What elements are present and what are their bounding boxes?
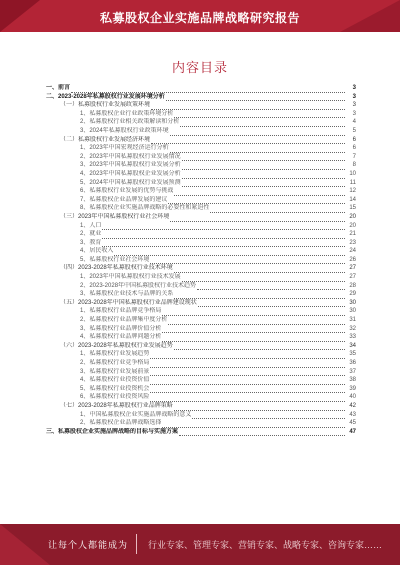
toc-leader-dots: [150, 353, 345, 359]
toc-leader-dots: [151, 138, 345, 144]
toc-leader-dots: [162, 336, 345, 342]
toc-leader-dots: [174, 112, 345, 118]
toc-leader-dots: [174, 190, 345, 196]
toc-entry-page: 24: [349, 248, 356, 255]
toc-leader-dots: [170, 216, 345, 222]
toc-leader-dots: [182, 155, 345, 161]
toc-entry-label: 1、2023年中国私募股权行业技术发展: [80, 274, 181, 281]
toc-entry[interactable]: [46, 359, 356, 368]
footer-divider: [136, 534, 137, 554]
toc-entry-label: 5、私募股权行业社会环境: [80, 256, 150, 263]
toc-entry-page: 40: [349, 394, 356, 401]
toc-entry-page: 30: [349, 299, 356, 306]
toc-leader-dots: [174, 344, 345, 350]
toc-entry-page: 43: [349, 411, 356, 418]
toc-leader-dots: [151, 104, 345, 110]
toc-entry-label: （一）私募股权行业发展政策环境: [60, 102, 151, 109]
toc-entry-page: 11: [349, 179, 356, 186]
toc-entry-page: 10: [349, 170, 356, 177]
toc-leader-dots: [170, 147, 345, 153]
toc-entry-page: 28: [349, 282, 356, 289]
toc-entry-label: 2、私募股权行业品牌集中度分析: [80, 317, 168, 324]
toc-entry-page: 4: [352, 119, 356, 126]
toc-entry[interactable]: [46, 325, 356, 334]
footer-decoration: [0, 524, 50, 565]
toc-leader-dots: [166, 95, 345, 101]
toc-entry-page: 27: [349, 265, 356, 272]
toc-entry-label: 1、中国私募股权企业实施品牌战略的意义: [80, 411, 192, 418]
toc-entry-page: 20: [349, 222, 356, 229]
toc-leader-dots: [192, 413, 345, 419]
toc-leader-dots: [198, 301, 345, 307]
toc-leader-dots: [182, 173, 345, 179]
toc-entry[interactable]: [46, 204, 356, 213]
toc-leader-dots: [102, 224, 345, 230]
toc-entry[interactable]: [46, 230, 356, 239]
toc-entry[interactable]: [46, 110, 356, 119]
toc-entry[interactable]: [46, 179, 356, 188]
toc-entry-label: （五）2023-2028年中国私募股权行业品牌建设现状: [60, 299, 197, 306]
toc-entry-page: 45: [349, 420, 356, 427]
toc-entry[interactable]: [46, 316, 356, 325]
toc-entry-label: 4、私募股权行业品牌问题分析: [80, 334, 162, 341]
toc-leader-dots: [174, 405, 345, 411]
table-of-contents: [46, 84, 356, 436]
toc-entry[interactable]: [46, 161, 356, 170]
toc-entry[interactable]: [46, 93, 356, 102]
toc-leader-dots: [150, 396, 345, 402]
toc-entry-page: 31: [349, 317, 356, 324]
footer-slogan: 让每个人都能成为: [48, 540, 129, 550]
toc-entry-label: 5、2024年中国私募股权行业发展预测: [80, 179, 181, 186]
toc-entry-label: 4、居民收入: [80, 248, 114, 255]
toc-entry-label: 2、就业: [80, 231, 102, 238]
toc-leader-dots: [180, 121, 345, 127]
toc-leader-dots: [162, 327, 345, 333]
toc-entry-label: 2、私募股权行业相关政策解读和分析: [80, 119, 180, 126]
toc-entry-label: （六）2023-2028年私募股权行业发展趋势: [60, 342, 173, 349]
toc-entry[interactable]: [46, 419, 356, 428]
toc-entry-page: 5: [352, 127, 356, 134]
toc-entry-label: 1、私募股权企业行业政策环境分析: [80, 110, 174, 117]
toc-leader-dots: [150, 370, 345, 376]
toc-entry[interactable]: [46, 136, 356, 145]
toc-leader-dots: [197, 284, 345, 290]
toc-leader-dots: [102, 241, 345, 247]
toc-entry-page: 35: [349, 351, 356, 358]
toc-entry-page: 39: [349, 385, 356, 392]
toc-entry[interactable]: [46, 213, 356, 222]
toc-entry[interactable]: [46, 187, 356, 196]
toc-entry[interactable]: [46, 264, 356, 273]
toc-leader-dots: [102, 233, 345, 239]
toc-entry[interactable]: [46, 368, 356, 377]
toc-entry-label: 1、私募股权行业品牌竞争格局: [80, 308, 162, 315]
toc-leader-dots: [150, 379, 345, 385]
toc-entry-label: 1、人口: [80, 222, 102, 229]
toc-entry-label: 1、2023年中国宏观经济运行分析: [80, 145, 169, 152]
toc-entry[interactable]: [46, 101, 356, 110]
toc-entry-label: 2、私募股权企业品牌战略选择: [80, 420, 162, 427]
toc-entry[interactable]: [46, 290, 356, 299]
toc-entry[interactable]: [46, 428, 356, 437]
toc-entry-label: 2、2023-2028年中国私募股权行业技术趋势: [80, 282, 197, 289]
toc-entry-page: 27: [349, 274, 356, 281]
toc-entry[interactable]: [46, 127, 356, 136]
toc-entry-label: 1、私募股权行业发展趋势: [80, 351, 150, 358]
toc-entry[interactable]: [46, 393, 356, 402]
toc-entry[interactable]: [46, 256, 356, 265]
toc-entry[interactable]: [46, 307, 356, 316]
toc-entry-page: 37: [349, 368, 356, 375]
toc-entry-label: 6、私募股权行业发展的优势与挑战: [80, 188, 174, 195]
toc-entry[interactable]: [46, 273, 356, 282]
toc-entry-page: 3: [352, 110, 356, 117]
toc-entry[interactable]: [46, 144, 356, 153]
toc-entry-page: 12: [349, 188, 356, 195]
toc-entry[interactable]: [46, 350, 356, 359]
toc-entry-label: （三）2023年中国私募股权行业社会环境: [60, 213, 170, 220]
toc-entry-page: 33: [349, 334, 356, 341]
toc-entry[interactable]: [46, 170, 356, 179]
toc-entry-label: 8、私募股权企业实施品牌战略的必要性和紧迫性: [80, 205, 210, 212]
toc-entry-label: （四）2023-2028年私募股权行业技术环境: [60, 265, 173, 272]
toc-heading: 内容目录: [171, 60, 228, 75]
toc-entry-page: 38: [349, 377, 356, 384]
toc-entry-label: 4、2023年中国私募股权企业发展分析: [80, 170, 181, 177]
toc-entry-page: 36: [349, 360, 356, 366]
toc-leader-dots: [179, 430, 345, 436]
toc-entry-page: 3: [352, 93, 356, 100]
footer-tagline: 行业专家、管理专家、营销专家、战略专家、咨询专家……: [148, 540, 383, 550]
toc-entry[interactable]: [46, 299, 356, 308]
toc-entry-label: 3、私募股权行业品牌价值分析: [80, 325, 162, 332]
toc-leader-dots: [182, 181, 345, 187]
toc-entry-page: 21: [349, 231, 356, 238]
toc-leader-dots: [174, 267, 345, 273]
toc-entry[interactable]: [46, 247, 356, 256]
toc-entry-page: 6: [352, 136, 356, 143]
toc-leader-dots: [162, 310, 345, 316]
toc-leader-dots: [150, 362, 345, 368]
toc-entry[interactable]: [46, 342, 356, 351]
toc-entry[interactable]: [46, 411, 356, 420]
header-bar: [0, 0, 400, 32]
toc-entry-page: 34: [349, 342, 356, 349]
toc-entry-page: 32: [349, 325, 356, 332]
toc-entry[interactable]: [46, 222, 356, 231]
toc-entry-page: 3: [352, 102, 356, 109]
toc-entry-label: （七）2023-2028年私募股权行业品牌策略: [60, 402, 173, 409]
toc-leader-dots: [150, 258, 345, 264]
toc-entry-label: 一、前言: [46, 85, 71, 91]
toc-entry-label: 三、私募股权企业实施品牌战略的目标与实施方案: [46, 428, 179, 435]
toc-entry-page: 15: [349, 205, 356, 212]
toc-entry-page: 29: [349, 291, 356, 298]
toc-entry-page: 6: [352, 145, 356, 152]
toc-entry[interactable]: [46, 84, 356, 93]
toc-entry-page: 23: [349, 239, 356, 246]
toc-entry-page: 20: [349, 213, 356, 220]
toc-entry-label: 6、私募股权行业投资风险: [80, 394, 150, 401]
toc-entry[interactable]: [46, 153, 356, 162]
toc-entry[interactable]: [46, 282, 356, 291]
toc-entry-label: 2、2023年中国私募股权行业发展情况: [80, 153, 181, 160]
toc-entry[interactable]: [46, 402, 356, 411]
toc-entry-label: 3、2023年中国私募股权行业发展分析: [80, 162, 181, 169]
toc-leader-dots: [182, 276, 345, 282]
report-title: 私募股权企业实施品牌战略研究报告: [99, 11, 300, 25]
toc-entry-label: 3、私募股权行业发展前景: [80, 368, 150, 375]
toc-entry-label: 3、私募股权企业技术与品牌的关系: [80, 291, 174, 298]
toc-leader-dots: [150, 387, 345, 393]
toc-leader-dots: [210, 207, 345, 213]
toc-entry-label: 3、2024年私募股权行业政策环境: [80, 127, 169, 134]
toc-entry-label: 7、私募股权企业品牌发展的建议: [80, 196, 168, 203]
toc-leader-dots: [182, 164, 345, 170]
toc-entry-label: 2、私募股权行业竞争格局: [80, 360, 150, 366]
footer-bar: [0, 524, 400, 565]
toc-entry[interactable]: [46, 376, 356, 385]
toc-entry-page: 3: [352, 85, 356, 91]
toc-leader-dots: [168, 319, 345, 325]
toc-entry-page: 30: [349, 308, 356, 315]
toc-leader-dots: [170, 130, 345, 136]
toc-entry[interactable]: [46, 196, 356, 205]
toc-entry-label: 4、私募股权行业投资价值: [80, 377, 150, 384]
toc-leader-dots: [162, 422, 345, 428]
toc-entry-label: （二）私募股权行业发展经济环境: [60, 136, 151, 143]
toc-entry-page: 7: [352, 153, 356, 160]
toc-entry-page: 14: [349, 196, 356, 203]
toc-entry-label: 二、2023-2028年私募股权行业发展环境分析: [46, 93, 165, 100]
toc-entry-page: 26: [349, 256, 356, 263]
toc-entry-label: 5、私募股权行业投资机会: [80, 385, 150, 392]
toc-leader-dots: [174, 293, 345, 299]
toc-entry[interactable]: [46, 239, 356, 248]
toc-entry-page: 8: [352, 162, 356, 169]
toc-entry-page: 42: [349, 402, 356, 409]
toc-entry[interactable]: [46, 118, 356, 127]
toc-entry-page: 47: [349, 428, 356, 435]
toc-entry[interactable]: [46, 333, 356, 342]
toc-entry[interactable]: [46, 385, 356, 394]
toc-entry-label: 3、教育: [80, 239, 102, 246]
